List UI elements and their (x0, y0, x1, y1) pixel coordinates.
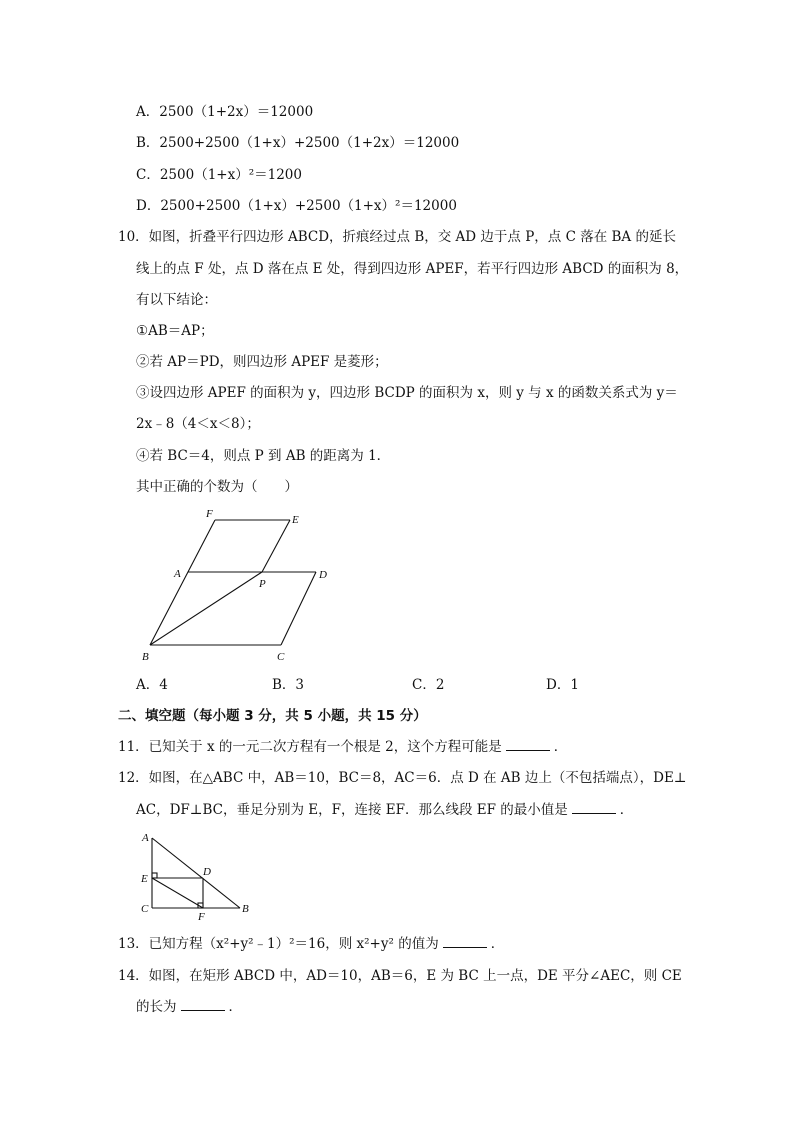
q10-figure (138, 505, 338, 665)
q10-conclusion-4: ④若 BC＝4，则点 P 到 AB 的距离为 1． (136, 448, 391, 464)
q10-option-d: D．1 (546, 677, 579, 693)
q14-line1: 14．如图，在矩形 ABCD 中，AD＝10，AB＝6，E 为 BC 上一点，DE 平分∠AEC，则 CE (118, 968, 682, 984)
q12-line2: AC，DF⊥BC，垂足分别为 E，F，连接 EF．那么线段 EF 的最小值是 ． (136, 802, 634, 818)
section-2-heading: 二、填空题（每小题 3 分，共 5 小题，共 15 分） (118, 708, 427, 724)
q10-conclusion-1: ①AB＝AP； (136, 323, 214, 339)
segment-ep (262, 520, 290, 572)
right-angle-e (152, 873, 157, 878)
q12-line1: 12．如图，在△ABC 中，AB＝10，BC＝8，AC＝6．点 D 在 AB 边上（不包括端点），DE⊥ (118, 770, 687, 786)
label-e: E (292, 514, 299, 526)
segment-fb (150, 520, 215, 645)
q13: 13．已知方程（x²+y²﹣1）²＝16，则 x²+y² 的值为 ． (118, 936, 505, 952)
label-c: C (141, 903, 149, 915)
label-b: B (242, 903, 249, 915)
q11-answer-blank[interactable] (506, 738, 550, 751)
segment-cd (281, 572, 316, 645)
q10-ask: 其中正确的个数为（ ） (136, 479, 298, 495)
q14-answer-blank[interactable] (181, 998, 225, 1011)
label-d: D (203, 866, 211, 878)
segment-ef (152, 878, 203, 908)
q10-option-b: B．3 (272, 677, 305, 693)
segment-bp (150, 572, 262, 645)
label-a: A (174, 568, 181, 580)
q9-option-d: D．2500+2500（1+x）+2500（1+x）²＝12000 (136, 198, 457, 214)
q9-option-c: C．2500（1+x）²＝1200 (136, 167, 302, 183)
q12-figure (138, 830, 258, 922)
label-p: P (259, 578, 266, 590)
label-c: C (277, 651, 285, 663)
label-d: D (319, 569, 327, 581)
label-f: F (198, 911, 205, 922)
label-f: F (206, 508, 213, 520)
segment-ab (152, 838, 240, 908)
label-a: A (142, 832, 149, 844)
q10-line2: 线上的点 F 处，点 D 落在点 E 处，得到四边形 APEF，若平行四边形 ABCD 的面积为 8， (136, 261, 689, 277)
q10-conclusion-3a: ③设四边形 APEF 的面积为 y，四边形 BCDP 的面积为 x，则 y 与 x 的函数关系式为 y＝ (136, 385, 678, 401)
q12-answer-blank[interactable] (572, 801, 616, 814)
q13-answer-blank[interactable] (443, 935, 487, 948)
q10-line1: 10．如图，折叠平行四边形 ABCD，折痕经过点 B，交 AD 边于点 P，点 C 落在 BA 的延长 (118, 229, 676, 245)
label-e: E (141, 873, 148, 885)
q9-option-a: A．2500（1+2x）＝12000 (136, 104, 314, 120)
q11: 11．已知关于 x 的一元二次方程有一个根是 2，这个方程可能是 ． (118, 739, 568, 755)
q9-option-b: B．2500+2500（1+x）+2500（1+2x）＝12000 (136, 135, 460, 151)
q10-option-c: C．2 (412, 677, 445, 693)
q14-line2: 的长为 ． (136, 999, 242, 1015)
q10-conclusion-3b: 2x﹣8（4＜x＜8）； (136, 416, 260, 432)
q10-conclusion-2: ②若 AP＝PD，则四边形 APEF 是菱形； (136, 354, 388, 370)
label-b: B (142, 651, 149, 663)
q10-line3: 有以下结论： (136, 292, 217, 308)
q10-option-a: A．4 (136, 677, 168, 693)
